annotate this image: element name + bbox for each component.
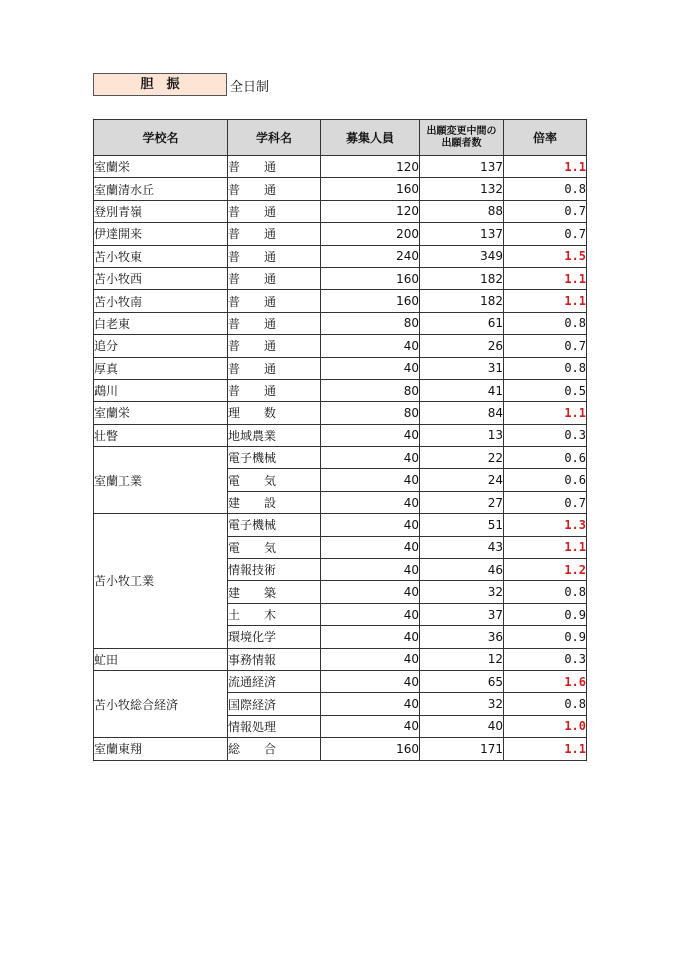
ratio-cell: 0.8 bbox=[504, 693, 587, 715]
school-name-cell: 苫小牧総合経済 bbox=[94, 670, 228, 737]
capacity-cell: 240 bbox=[321, 245, 420, 267]
ratio-cell: 1.1 bbox=[504, 156, 587, 178]
school-name-cell: 室蘭栄 bbox=[94, 156, 228, 178]
dept-cell: 電子機械 bbox=[228, 447, 321, 469]
applicants-cell: 132 bbox=[420, 178, 504, 200]
ratio-cell: 1.3 bbox=[504, 514, 587, 536]
school-name-cell: 苫小牧工業 bbox=[94, 514, 228, 648]
school-name-cell: 鵡川 bbox=[94, 379, 228, 401]
capacity-cell: 200 bbox=[321, 223, 420, 245]
capacity-cell: 40 bbox=[321, 559, 420, 581]
school-name-cell: 室蘭東翔 bbox=[94, 738, 228, 760]
capacity-cell: 40 bbox=[321, 357, 420, 379]
applicants-cell: 22 bbox=[420, 447, 504, 469]
dept-cell: 情報処理 bbox=[228, 715, 321, 737]
applicants-cell: 182 bbox=[420, 290, 504, 312]
dept-cell: 地域農業 bbox=[228, 424, 321, 446]
dept-cell: 電子機械 bbox=[228, 514, 321, 536]
capacity-cell: 40 bbox=[321, 581, 420, 603]
applicants-cell: 46 bbox=[420, 559, 504, 581]
dept-cell: 建 築 bbox=[228, 581, 321, 603]
region-label: 胆 振 bbox=[93, 73, 227, 96]
col-header-capacity: 募集人員 bbox=[321, 120, 420, 156]
capacity-cell: 40 bbox=[321, 536, 420, 558]
applicants-cell: 40 bbox=[420, 715, 504, 737]
applicants-cell: 137 bbox=[420, 156, 504, 178]
capacity-cell: 40 bbox=[321, 447, 420, 469]
capacity-cell: 40 bbox=[321, 670, 420, 692]
school-name-cell: 伊達開来 bbox=[94, 223, 228, 245]
col-header-ratio: 倍率 bbox=[504, 120, 587, 156]
dept-cell: 総 合 bbox=[228, 738, 321, 760]
school-name-cell: 厚真 bbox=[94, 357, 228, 379]
dept-cell: 環境化学 bbox=[228, 626, 321, 648]
ratio-cell: 0.7 bbox=[504, 491, 587, 513]
col-header-applicants: 出願変更中間の 出願者数 bbox=[420, 120, 504, 156]
dept-cell: 普 通 bbox=[228, 245, 321, 267]
table-row bbox=[94, 200, 587, 222]
capacity-cell: 40 bbox=[321, 335, 420, 357]
dept-cell: 流通経済 bbox=[228, 670, 321, 692]
ratio-cell: 0.5 bbox=[504, 379, 587, 401]
school-name-cell: 追分 bbox=[94, 335, 228, 357]
ratio-cell: 1.2 bbox=[504, 559, 587, 581]
table-row bbox=[94, 402, 587, 424]
dept-cell: 普 通 bbox=[228, 290, 321, 312]
applicants-cell: 61 bbox=[420, 312, 504, 334]
school-name-cell: 苫小牧東 bbox=[94, 245, 228, 267]
dept-cell: 普 通 bbox=[228, 156, 321, 178]
ratio-cell: 0.7 bbox=[504, 200, 587, 222]
ratio-cell: 1.0 bbox=[504, 715, 587, 737]
dept-cell: 普 通 bbox=[228, 178, 321, 200]
applicants-cell: 27 bbox=[420, 491, 504, 513]
table-row bbox=[94, 245, 587, 267]
col-header-school: 学校名 bbox=[94, 120, 228, 156]
ratio-cell: 0.8 bbox=[504, 357, 587, 379]
school-name-cell: 壮瞥 bbox=[94, 424, 228, 446]
ratio-cell: 0.8 bbox=[504, 581, 587, 603]
applicants-cell: 182 bbox=[420, 267, 504, 289]
table-row bbox=[94, 357, 587, 379]
col-header-dept: 学科名 bbox=[228, 120, 321, 156]
capacity-cell: 40 bbox=[321, 693, 420, 715]
applicants-cell: 32 bbox=[420, 693, 504, 715]
applicants-cell: 24 bbox=[420, 469, 504, 491]
capacity-cell: 40 bbox=[321, 514, 420, 536]
dept-cell: 事務情報 bbox=[228, 648, 321, 670]
dept-cell: 電 気 bbox=[228, 536, 321, 558]
capacity-cell: 40 bbox=[321, 626, 420, 648]
ratio-cell: 1.1 bbox=[504, 738, 587, 760]
capacity-cell: 40 bbox=[321, 491, 420, 513]
capacity-cell: 160 bbox=[321, 178, 420, 200]
ratio-cell: 1.1 bbox=[504, 402, 587, 424]
capacity-cell: 160 bbox=[321, 290, 420, 312]
ratio-cell: 0.9 bbox=[504, 603, 587, 625]
table-row bbox=[94, 156, 587, 178]
dept-cell: 建 設 bbox=[228, 491, 321, 513]
ratio-cell: 1.1 bbox=[504, 536, 587, 558]
table-row bbox=[94, 447, 587, 469]
capacity-cell: 40 bbox=[321, 603, 420, 625]
dept-cell: 普 通 bbox=[228, 312, 321, 334]
table-header-row bbox=[94, 120, 587, 156]
capacity-cell: 40 bbox=[321, 469, 420, 491]
ratio-cell: 0.9 bbox=[504, 626, 587, 648]
ratio-cell: 1.6 bbox=[504, 670, 587, 692]
table-row bbox=[94, 514, 587, 536]
table-body bbox=[94, 156, 587, 761]
table-row bbox=[94, 738, 587, 760]
ratio-cell: 0.8 bbox=[504, 178, 587, 200]
applicants-cell: 43 bbox=[420, 536, 504, 558]
dept-cell: 普 通 bbox=[228, 379, 321, 401]
dept-cell: 情報技術 bbox=[228, 559, 321, 581]
capacity-cell: 160 bbox=[321, 738, 420, 760]
school-name-cell: 室蘭工業 bbox=[94, 447, 228, 514]
table-row bbox=[94, 335, 587, 357]
dept-cell: 土 木 bbox=[228, 603, 321, 625]
applicants-cell: 12 bbox=[420, 648, 504, 670]
capacity-cell: 40 bbox=[321, 648, 420, 670]
applicants-cell: 51 bbox=[420, 514, 504, 536]
ratio-cell: 0.7 bbox=[504, 223, 587, 245]
applicants-cell: 137 bbox=[420, 223, 504, 245]
applicants-cell: 37 bbox=[420, 603, 504, 625]
school-name-cell: 白老東 bbox=[94, 312, 228, 334]
ratio-cell: 0.6 bbox=[504, 469, 587, 491]
ratio-cell: 1.1 bbox=[504, 290, 587, 312]
capacity-cell: 40 bbox=[321, 424, 420, 446]
applicants-cell: 41 bbox=[420, 379, 504, 401]
capacity-cell: 120 bbox=[321, 156, 420, 178]
applicants-cell: 31 bbox=[420, 357, 504, 379]
table-row bbox=[94, 223, 587, 245]
applicants-cell: 13 bbox=[420, 424, 504, 446]
capacity-cell: 80 bbox=[321, 402, 420, 424]
ratio-cell: 0.8 bbox=[504, 312, 587, 334]
applicants-cell: 88 bbox=[420, 200, 504, 222]
school-name-cell: 苫小牧南 bbox=[94, 290, 228, 312]
applicants-cell: 65 bbox=[420, 670, 504, 692]
table-row bbox=[94, 648, 587, 670]
dept-cell: 国際経済 bbox=[228, 693, 321, 715]
school-name-cell: 室蘭清水丘 bbox=[94, 178, 228, 200]
table-row bbox=[94, 267, 587, 289]
table-row bbox=[94, 670, 587, 692]
dept-cell: 普 通 bbox=[228, 223, 321, 245]
dept-cell: 電 気 bbox=[228, 469, 321, 491]
applicants-cell: 26 bbox=[420, 335, 504, 357]
dept-cell: 普 通 bbox=[228, 357, 321, 379]
ratio-cell: 1.1 bbox=[504, 267, 587, 289]
table-row bbox=[94, 312, 587, 334]
school-name-cell: 室蘭栄 bbox=[94, 402, 228, 424]
capacity-cell: 40 bbox=[321, 715, 420, 737]
applicants-cell: 349 bbox=[420, 245, 504, 267]
capacity-cell: 80 bbox=[321, 379, 420, 401]
table-row bbox=[94, 379, 587, 401]
school-name-cell: 登別青嶺 bbox=[94, 200, 228, 222]
ratio-cell: 0.7 bbox=[504, 335, 587, 357]
capacity-cell: 80 bbox=[321, 312, 420, 334]
dept-cell: 普 通 bbox=[228, 335, 321, 357]
applicants-cell: 171 bbox=[420, 738, 504, 760]
school-name-cell: 虻田 bbox=[94, 648, 228, 670]
applicants-cell: 36 bbox=[420, 626, 504, 648]
ratio-cell: 0.3 bbox=[504, 424, 587, 446]
course-type-label: 全日制 bbox=[230, 80, 270, 95]
capacity-cell: 120 bbox=[321, 200, 420, 222]
ratio-cell: 0.3 bbox=[504, 648, 587, 670]
dept-cell: 普 通 bbox=[228, 267, 321, 289]
table-row bbox=[94, 424, 587, 446]
capacity-cell: 160 bbox=[321, 267, 420, 289]
table-row bbox=[94, 178, 587, 200]
school-name-cell: 苫小牧西 bbox=[94, 267, 228, 289]
table-row bbox=[94, 290, 587, 312]
ratio-cell: 0.6 bbox=[504, 447, 587, 469]
applicants-table bbox=[93, 119, 587, 761]
ratio-cell: 1.5 bbox=[504, 245, 587, 267]
applicants-cell: 32 bbox=[420, 581, 504, 603]
dept-cell: 普 通 bbox=[228, 200, 321, 222]
applicants-cell: 84 bbox=[420, 402, 504, 424]
dept-cell: 理 数 bbox=[228, 402, 321, 424]
